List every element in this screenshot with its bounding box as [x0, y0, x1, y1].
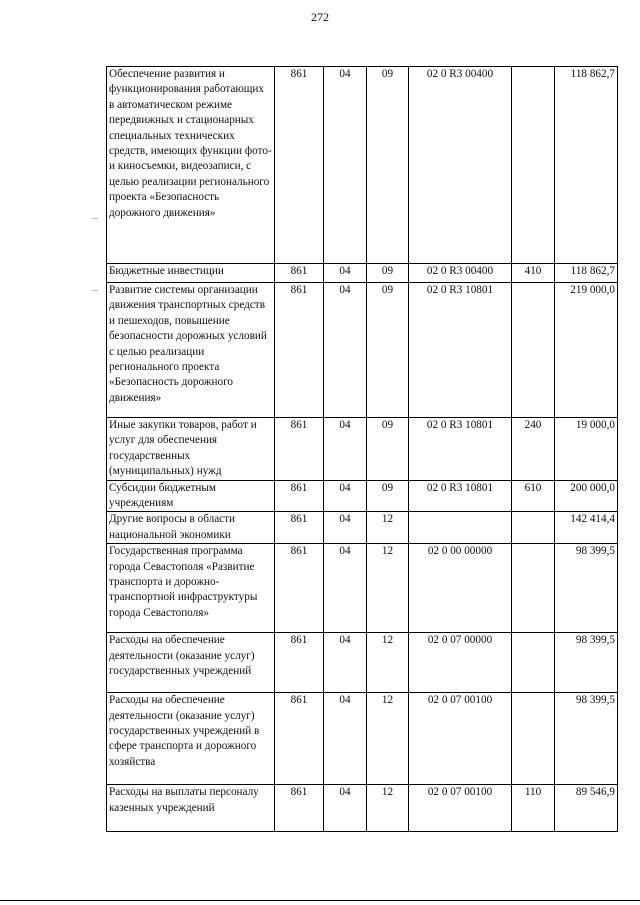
row-subsection: 12: [367, 693, 409, 785]
row-expense-type: [512, 512, 555, 544]
row-admin-code: 861: [275, 418, 324, 481]
table-row: [107, 264, 618, 283]
scan-edge-line: [0, 900, 640, 901]
row-name: Иные закупки товаров, работ и услуг для обеспечения государственных (муниципальных) нужд: [107, 418, 275, 481]
row-expense-type: [512, 544, 555, 633]
row-amount: 142 414,4: [555, 512, 618, 544]
row-name: Обеспечение развития и функционирования работающих в автоматическом режиме передвижных и стационарных специальных технических средств, имеющих функции фото- и киносъемки, видеозаписи, с целью реализации регионального проекта «Безопасность дорожного движения»: [107, 67, 275, 264]
row-target-article: 02 0 07 00100: [409, 785, 512, 832]
row-amount: 98 399,5: [555, 633, 618, 693]
row-name: Другие вопросы в области национальной экономики: [107, 512, 275, 544]
row-target-article: 02 0 R3 10801: [409, 283, 512, 418]
row-subsection: 09: [367, 283, 409, 418]
row-section: 04: [324, 264, 367, 283]
table-row: [107, 418, 618, 481]
row-expense-type: [512, 633, 555, 693]
row-admin-code: 861: [275, 544, 324, 633]
row-target-article: [409, 512, 512, 544]
row-name: Государственная программа города Севастополя «Развитие транспорта и дорожно-транспортной инфраструктуры города Севастополя»: [107, 544, 275, 633]
row-section: 04: [324, 480, 367, 512]
row-admin-code: 861: [275, 264, 324, 283]
row-target-article: 02 0 07 00100: [409, 693, 512, 785]
page-number: 272: [311, 10, 329, 24]
row-subsection: 12: [367, 544, 409, 633]
row-name: Бюджетные инвестиции: [107, 264, 275, 283]
row-amount: 219 000,0: [555, 283, 618, 418]
row-subsection: 09: [367, 67, 409, 264]
table-row: [107, 785, 618, 832]
table-row: [107, 512, 618, 544]
row-section: 04: [324, 67, 367, 264]
margin-mark: [92, 218, 98, 219]
row-target-article: 02 0 R3 00400: [409, 264, 512, 283]
row-target-article: 02 0 R3 10801: [409, 418, 512, 481]
row-section: 04: [324, 283, 367, 418]
row-expense-type: 410: [512, 264, 555, 283]
table-row: [107, 633, 618, 693]
row-expense-type: [512, 693, 555, 785]
row-admin-code: 861: [275, 512, 324, 544]
row-section: 04: [324, 693, 367, 785]
row-admin-code: 861: [275, 67, 324, 264]
row-expense-type: 110: [512, 785, 555, 832]
row-amount: 118 862,7: [555, 264, 618, 283]
row-target-article: 02 0 07 00000: [409, 633, 512, 693]
row-name: Развитие системы организации движения транспортных средств и пешеходов, повышение безопасности дорожных условий с целью реализации регионального проекта «Безопасность дорожного движения»: [107, 283, 275, 418]
row-admin-code: 861: [275, 283, 324, 418]
budget-table: [106, 66, 618, 832]
row-subsection: 09: [367, 418, 409, 481]
row-target-article: 02 0 R3 10801: [409, 480, 512, 512]
row-name: Расходы на обеспечение деятельности (оказание услуг) государственных учреждений в сфере транспорта и дорожного хозяйства: [107, 693, 275, 785]
row-section: 04: [324, 544, 367, 633]
row-subsection: 12: [367, 512, 409, 544]
row-section: 04: [324, 418, 367, 481]
row-admin-code: 861: [275, 633, 324, 693]
row-subsection: 09: [367, 264, 409, 283]
row-name: Субсидии бюджетным учреждениям: [107, 480, 275, 512]
row-name: Расходы на обеспечение деятельности (оказание услуг) государственных учреждений: [107, 633, 275, 693]
row-section: 04: [324, 633, 367, 693]
row-expense-type: [512, 283, 555, 418]
row-expense-type: 610: [512, 480, 555, 512]
row-amount: 118 862,7: [555, 67, 618, 264]
row-subsection: 12: [367, 633, 409, 693]
row-target-article: 02 0 R3 00400: [409, 67, 512, 264]
row-section: 04: [324, 785, 367, 832]
table-row: [107, 480, 618, 512]
row-expense-type: [512, 67, 555, 264]
row-section: 04: [324, 512, 367, 544]
row-admin-code: 861: [275, 785, 324, 832]
row-amount: 98 399,5: [555, 544, 618, 633]
table-row: [107, 67, 618, 264]
row-expense-type: 240: [512, 418, 555, 481]
row-admin-code: 861: [275, 693, 324, 785]
row-amount: 98 399,5: [555, 693, 618, 785]
row-target-article: 02 0 00 00000: [409, 544, 512, 633]
row-amount: 19 000,0: [555, 418, 618, 481]
row-amount: 200 000,0: [555, 480, 618, 512]
row-subsection: 12: [367, 785, 409, 832]
row-admin-code: 861: [275, 480, 324, 512]
row-subsection: 09: [367, 480, 409, 512]
row-name: Расходы на выплаты персоналу казенных учреждений: [107, 785, 275, 832]
table-row: [107, 693, 618, 785]
row-amount: 89 546,9: [555, 785, 618, 832]
table-row: [107, 544, 618, 633]
table-row: [107, 283, 618, 418]
margin-mark: [92, 290, 98, 291]
